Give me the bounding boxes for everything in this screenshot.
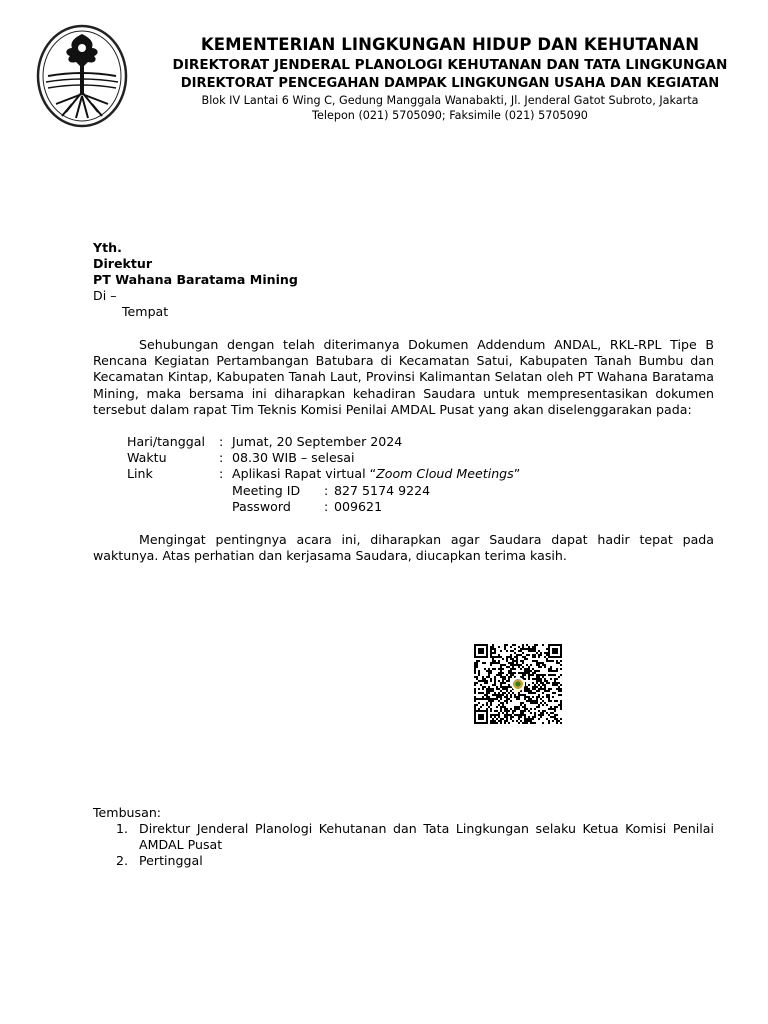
cc-item-1-number: 1.: [116, 821, 129, 836]
recipient-di: Di –: [93, 288, 117, 303]
qr-code-icon: [474, 644, 562, 724]
time-label: Waktu: [127, 450, 167, 465]
office-address: Blok IV Lantai 6 Wing C, Gedung Manggala Wanabakti, Jl. Jenderal Gatot Subroto, Jakarta: [201, 94, 699, 107]
directorate-name: DIREKTORAT PENCEGAHAN DAMPAK LINGKUNGAN USAHA DAN KEGIATAN: [180, 76, 720, 91]
password-value: 009621: [334, 499, 383, 514]
cc-heading: Tembusan:: [93, 805, 162, 820]
link-colon: :: [219, 466, 224, 481]
cc-item-1-text: Direktur Jenderal Planologi Kehutanan dan Tata Lingkungan selaku Ketua Komisi Penilai AMDAL Pusat: [139, 821, 714, 852]
password-label: Password: [232, 499, 291, 514]
link-label: Link: [127, 466, 153, 481]
date-label: Hari/tanggal: [127, 434, 205, 449]
recipient-company: PT Wahana Baratama Mining: [93, 272, 298, 287]
body-paragraph-1: Sehubungan dengan telah diterimanya Dokumen Addendum ANDAL, RKL-RPL Tipe B Rencana Kegiatan Pertambangan Batubara di Kecamatan Satui, Kabupaten Tanah Bumbu dan Kecamatan Kintap, Kabupaten Tanah Laut, Provinsi Kalimantan Selatan oleh PT Wahana Baratama Mining, maka bersama ini diharapkan kehadiran Saudara untuk mempresentasikan dokumen tersebut dalam rapat Tim Teknis Komisi Penilai AMDAL Pusat yang akan diselenggarakan pada:: [93, 337, 714, 417]
office-contact: Telepon (021) 5705090; Faksimile (021) 5705090: [312, 109, 588, 122]
meeting-id-colon: :: [324, 483, 329, 498]
time-value: 08.30 WIB – selesai: [232, 450, 355, 465]
salutation: Yth.: [93, 240, 122, 255]
body-paragraph-2: Mengingat pentingnya acara ini, diharapkan agar Saudara dapat hadir tepat pada waktunya. Atas perhatian dan kerjasama Saudara, diucapkan terima kasih.: [93, 532, 714, 564]
cc-item-2-number: 2.: [116, 853, 129, 868]
meeting-id-value: 827 5174 9224: [334, 483, 431, 498]
date-value: Jumat, 20 September 2024: [232, 434, 403, 449]
ministry-logo-icon: [36, 24, 128, 128]
link-value: Aplikasi Rapat virtual “Zoom Cloud Meetings”: [232, 466, 521, 481]
date-colon: :: [219, 434, 224, 449]
recipient-place: Tempat: [122, 304, 169, 319]
cc-item-2-text: Pertinggal: [139, 853, 203, 868]
directorate-general-name: DIREKTORAT JENDERAL PLANOLOGI KEHUTANAN DAN TATA LINGKUNGAN: [172, 57, 728, 73]
time-colon: :: [219, 450, 224, 465]
password-colon: :: [324, 499, 329, 514]
meeting-id-label: Meeting ID: [232, 483, 301, 498]
recipient-title: Direktur: [93, 256, 153, 271]
ministry-name: KEMENTERIAN LINGKUNGAN HIDUP DAN KEHUTANAN: [200, 35, 700, 54]
